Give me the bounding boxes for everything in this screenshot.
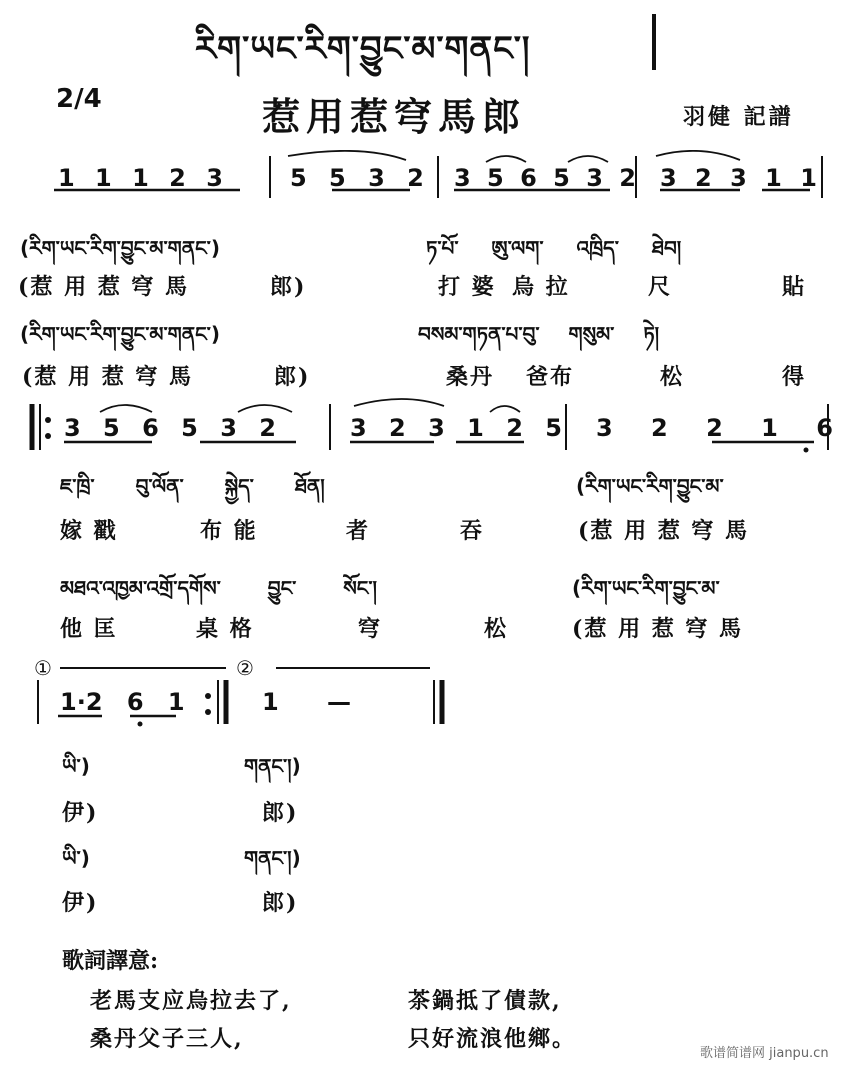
lyric-chinese-4e: (惹 用 惹 穹 馬 bbox=[572, 616, 744, 642]
lyric-tibetan-3: ཇ་ཁྲི་ བུ་ལོན་ སྐྱེད་ ཐོན། bbox=[60, 474, 325, 498]
lyric-chinese-2e: 松 bbox=[660, 364, 685, 390]
ending-lyric-1-left: ཡི་) bbox=[62, 754, 90, 778]
ending-2-label: ② bbox=[236, 656, 254, 680]
lyric-chinese-3b: 布 能 bbox=[200, 518, 258, 544]
credit: 羽健 記譜 bbox=[683, 104, 794, 130]
slur bbox=[238, 405, 292, 412]
translation-line-1-right: 茶鍋抵了債款, bbox=[408, 988, 562, 1014]
ending-lyric-2-left: 伊) bbox=[62, 800, 99, 826]
repeat-dot bbox=[205, 709, 211, 715]
ending-lyric-3-right: གནང་།) bbox=[244, 846, 301, 870]
ending-lyric-1-right: གནང་།) bbox=[244, 754, 301, 778]
ending-lyric-4-left: 伊) bbox=[62, 890, 99, 916]
lyric-chinese-3a: 嫁 戳 bbox=[60, 518, 118, 544]
translation-heading: 歌詞譯意: bbox=[62, 948, 159, 974]
lyric-chinese-1a: (惹 用 惹 穹 馬 bbox=[18, 274, 190, 300]
measure-2: 5 5 3 2 bbox=[290, 164, 424, 192]
translation-line-1-left: 老馬支应烏拉去了, bbox=[90, 988, 292, 1014]
repeat-dot bbox=[45, 417, 51, 423]
ending-lyric-2-right: 郎) bbox=[262, 800, 299, 826]
lyric-chinese-4b: 桌 格 bbox=[196, 616, 254, 642]
lyric-chinese-2c: 桑丹 bbox=[446, 364, 495, 390]
time-signature: 2/4 bbox=[56, 84, 102, 114]
measure-3: 3 5 6 5 3 2 bbox=[454, 164, 636, 192]
repeat-dot bbox=[205, 693, 211, 699]
measure-1: 1 1 1 2 3 bbox=[58, 164, 223, 192]
title-bar-line bbox=[652, 14, 656, 70]
ending-lyric-4-right: 郎) bbox=[262, 890, 299, 916]
lyric-tibetan-1: (རིག་ཡང་རིག་བྱུང་མ་གནང་) bbox=[20, 236, 220, 260]
lyric-chinese-2a: (惹 用 惹 穹 馬 bbox=[22, 364, 194, 390]
slur bbox=[486, 156, 526, 162]
lyric-chinese-1e: 尺 bbox=[648, 274, 673, 300]
lyric-chinese-1c: 打 婆 bbox=[438, 274, 496, 300]
title-chinese: 惹用惹穹馬郎 bbox=[262, 94, 527, 139]
lyric-chinese-3c: 者 bbox=[346, 518, 371, 544]
lyric-tibetan-1b: ཏ་པོ་ ཨུ་ལག་ འཁྲིད་ ཐེབ། bbox=[426, 236, 682, 260]
measure-ending-2: 1 — bbox=[262, 688, 352, 716]
lyric-chinese-4d: 松 bbox=[484, 616, 509, 642]
ending-1-label: ① bbox=[34, 656, 52, 680]
lyric-tibetan-4: མཐའ་འཁྱམ་འགྲོ་དགོས་ བྱུང་ སོང་། bbox=[60, 576, 377, 600]
slur bbox=[568, 156, 608, 162]
slur bbox=[490, 406, 520, 412]
lyric-chinese-1f: 貼 bbox=[782, 274, 807, 300]
title-tibetan: རིག་ཡང་རིག་བྱུང་མ་གནང་། bbox=[195, 29, 531, 69]
translation-line-2-right: 只好流浪他鄉。 bbox=[408, 1026, 577, 1052]
slur bbox=[100, 405, 152, 412]
lyric-tibetan-2b: བསམ་གཏན་པ་བུ་ གསུམ་ ཏེ། bbox=[418, 322, 660, 346]
lyric-chinese-3e: (惹 用 惹 穹 馬 bbox=[578, 518, 750, 544]
lyric-chinese-2d: 爸布 bbox=[526, 364, 575, 390]
lyric-tibetan-3b: (རིག་ཡང་རིག་བྱུང་མ་ bbox=[576, 474, 724, 498]
lyric-chinese-4a: 他 匡 bbox=[60, 616, 118, 642]
slur bbox=[288, 151, 406, 160]
low-octave-dot bbox=[138, 722, 143, 727]
watermark: 歌谱简谱网 jianpu.cn bbox=[700, 1046, 829, 1061]
ending-lyric-3-left: ཡི་) bbox=[62, 846, 90, 870]
lyric-tibetan-4b: (རིག་ཡང་རིག་བྱུང་མ་ bbox=[572, 576, 720, 600]
lyric-chinese-2b: 郎) bbox=[274, 364, 311, 390]
measure-6: 3 2 3 1 2 5 bbox=[350, 414, 562, 442]
measure-7: 3 2 2 1 6 bbox=[596, 414, 833, 442]
lyric-chinese-1d: 烏 拉 bbox=[512, 274, 570, 300]
repeat-dot bbox=[45, 433, 51, 439]
measure-4: 3 2 3 1 1 bbox=[660, 164, 817, 192]
lyric-chinese-3d: 吞 bbox=[460, 518, 485, 544]
lyric-chinese-2f: 得 bbox=[782, 364, 807, 390]
measure-ending-1: 1·2 6 1 bbox=[60, 688, 185, 716]
translation-line-2-left: 桑丹父子三人, bbox=[90, 1026, 244, 1052]
measure-5: 3 5 6 5 3 2 bbox=[64, 414, 276, 442]
low-octave-dot bbox=[804, 448, 809, 453]
slur bbox=[354, 399, 444, 406]
lyric-chinese-1b: 郎) bbox=[270, 274, 307, 300]
slur bbox=[656, 151, 740, 160]
lyric-tibetan-2: (རིག་ཡང་རིག་བྱུང་མ་གནང་) bbox=[20, 322, 220, 346]
lyric-chinese-4c: 穹 bbox=[358, 616, 383, 642]
